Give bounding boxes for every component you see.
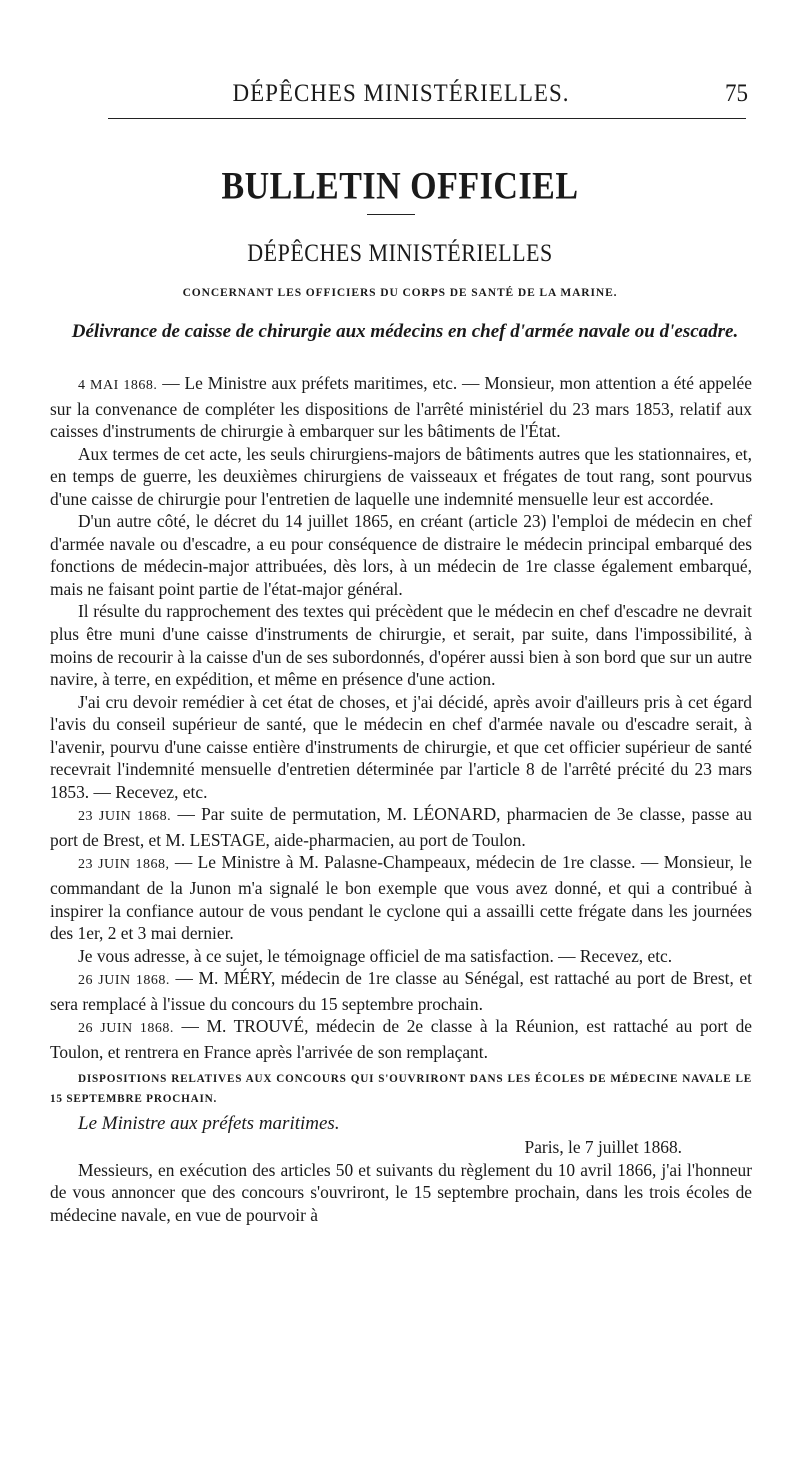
- section-subtitle: CONCERNANT LES OFFICIERS DU CORPS DE SANTÉ DE LA MARINE.: [182, 287, 618, 299]
- paragraph: D'un autre côté, le décret du 14 juillet 1865, en créant (article 23) l'emploi de médecin en chef d'armée navale ou d'escadre, a eu pour conséquence de distraire le médecin principal embarqué des fonctions de médecin-major attribuées, dès lors, à un médecin de 1re classe également embarqué, mais ne faisant point partie de l'état-major général.: [50, 511, 752, 599]
- running-head: [50, 80, 752, 110]
- paragraph-text: — Par suite de permutation, M. LÉONARD, pharmacien de 3e classe, passe au port de Brest, et M. LESTAGE, aide-pharmacien, au port de Toulon.: [50, 804, 752, 850]
- paragraph-text: — Le Ministre aux préfets maritimes, etc. — Monsieur, mon attention a été appelée sur la convenance de compléter les dispositions de l'arrêté ministériel du 23 mars 1853, relatif aux caisses d'instruments de chirurgie à embarquer sur les bâtiments de l'État.: [50, 373, 752, 442]
- paragraph-text: — Le Ministre à M. Palasne-Champeaux, médecin de 1re classe. — Monsieur, le commandant de la Junon m'a signalé le bon exemple que vous avez donné, et qui a contribué à inspirer la confiance autour de vous pendant le cyclone qui a assailli cette frégate dans les journées des 1er, 2 et 3 mai dernier.: [50, 852, 752, 944]
- paragraph: Aux termes de cet acte, les seuls chirurgiens-majors de bâtiments autres que les stationnaires, et, en temps de guerre, les deuxièmes chirurgiens de vaisseaux et frégates de tout rang, sont pourvus d'une caisse de chirurgie pour l'entretien de laquelle une indemnité mensuelle leur est accordée.: [50, 443, 752, 509]
- paragraph-date: 26 JUIN 1868.: [78, 1021, 174, 1037]
- dateline: Paris, le 7 juillet 1868.: [524, 1136, 682, 1157]
- paragraph-date: 4 MAI 1868.: [78, 378, 158, 393]
- article-title: Délivrance de caisse de chirurgie aux médecins en chef d'armée navale ou d'escadre.: [71, 321, 739, 342]
- header-rule: [108, 118, 746, 119]
- paragraph: [50, 803, 752, 851]
- paragraph: J'ai cru devoir remédier à cet état de choses, et j'ai décidé, après avoir d'ailleurs pris à cet égard l'avis du conseil supérieur de santé, que le médecin en chef d'armée navale ou d'escadre serait, à l'avenir, pourvu d'une caisse entière d'instruments de chirurgie, et que cet officier supérieur de santé recevrait l'indemnité mensuelle d'entretien déterminée par l'article 8 de l'arrêté précité du 23 mars 1853. — Recevez, etc.: [50, 691, 752, 802]
- paragraph: [50, 967, 752, 1015]
- paragraph: [50, 372, 752, 443]
- paragraph: Il résulte du rapprochement des textes qui précèdent que le médecin en chef d'escadre ne devrait plus être muni d'une caisse d'instruments de chirurgie, et serait, par suite, dans l'impossibilité, à moins de recourir à la caisse d'un de ses subordonnés, d'opérer aussi bien à son bord que sur un autre navire, à terre, en expédition, et même en présence d'une action.: [50, 601, 752, 690]
- page-number: 75: [725, 78, 748, 107]
- minister-line: Le Ministre aux préfets maritimes.: [78, 1113, 340, 1135]
- paragraph: Je vous adresse, à ce sujet, le témoignage officiel de ma satisfaction. — Recevez, etc.: [78, 945, 673, 966]
- paragraph: [50, 1015, 752, 1063]
- paragraph: [50, 851, 752, 944]
- final-paragraph: Messieurs, en exécution des articles 50 et suivants du règlement du 10 avril 1866, j'ai l'honneur de vous annoncer que des concours s'ouvriront, le 15 septembre prochain, dans les trois écoles de médecine navale, en vue de pourvoir à: [50, 1159, 752, 1225]
- paragraph-text: — M. TROUVÉ, médecin de 2e classe à la Réunion, est rattaché au port de Toulon, et rentrera en France après l'arrivée de son remplaçant.: [50, 1016, 752, 1062]
- title-rule: [367, 214, 415, 215]
- paragraph-date: 23 JUIN 1868.: [78, 809, 172, 825]
- bulletin-title: BULLETIN OFFICIEL: [221, 165, 579, 208]
- paragraph-date: 26 JUIN 1868.: [78, 973, 170, 989]
- section-title: DÉPÊCHES MINISTÉRIELLES: [247, 238, 553, 267]
- running-title: DÉPÊCHES MINISTÉRIELLES.: [232, 78, 570, 107]
- dispositions-heading: DISPOSITIONS RELATIVES AUX CONCOURS QUI S'OUVRIRONT DANS LES ÉCOLES DE MÉDECINE NAVALE LE 15 SEPTEMBRE PROCHAIN.: [50, 1073, 752, 1106]
- paragraph-text: — M. MÉRY, médecin de 1re classe au Sénégal, est rattaché au port de Brest, et sera remplacé à l'issue du concours du 15 septembre prochain.: [50, 968, 752, 1014]
- document-body: [50, 372, 752, 1226]
- paragraph-date: 23 JUIN 1868,: [78, 857, 170, 873]
